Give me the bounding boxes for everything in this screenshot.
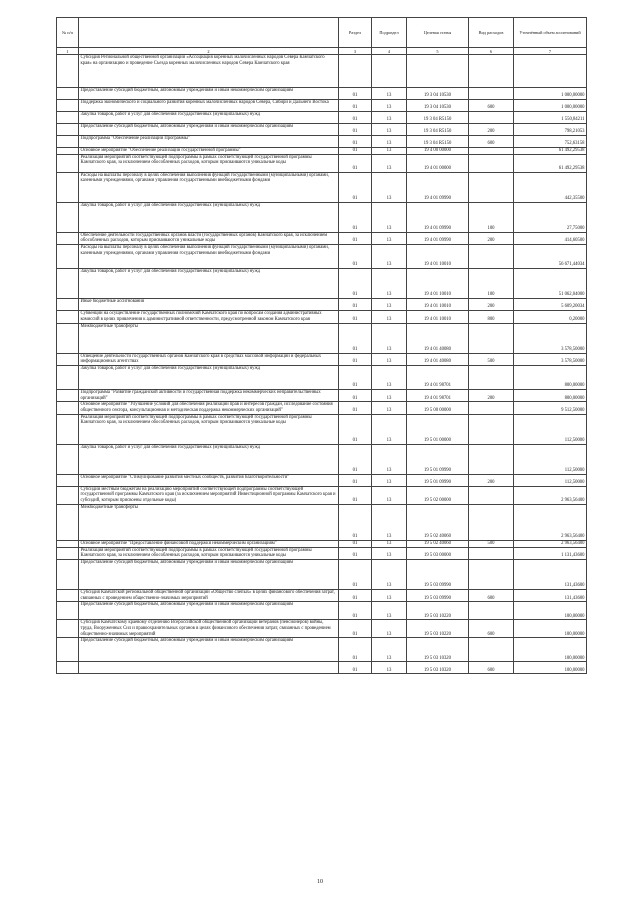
cell-razdel: [339, 55, 372, 88]
cell-podrazdel: 13: [372, 112, 407, 124]
cell-vid: 200: [469, 124, 514, 136]
cell-target: 19 3 04 10530: [407, 100, 469, 112]
cell-name: Закупка товаров, работ и услуг для обеспечения государственных (муниципальных) нужд: [79, 444, 339, 474]
cell-name: Иные бюджетные ассигнования: [79, 299, 339, 311]
cell-target: 19 5 01 09990: [407, 444, 469, 474]
cell-amount: 100,00000: [514, 662, 587, 674]
cell-no: [57, 299, 79, 311]
cell-name: Предоставление субсидий бюджетным, автономным учреждениям и иным некоммерческим организациям: [79, 559, 339, 589]
cell-name: Субсидия Региональной общественной организации «Ассоциация коренных малочисленных народов Севера Камчатского края» на организацию и проведение Съезда коренных малочисленных народов Севера Камчатского края: [79, 55, 339, 88]
cell-no: [57, 154, 79, 172]
cell-razdel: 01: [339, 414, 372, 444]
table-row: [57, 55, 587, 88]
cell-podrazdel: 13: [372, 88, 407, 100]
cell-name: Закупка товаров, работ и услуг для обеспечения государственных (муниципальных) нужд: [79, 202, 339, 232]
cell-razdel: 01: [339, 269, 372, 299]
cell-target: 19 5 03 10220: [407, 602, 469, 620]
column-number: 7: [514, 48, 587, 55]
cell-amount: 112,50000: [514, 474, 587, 486]
cell-name: Реализация мероприятий соответствующей подпрограммы в рамках соответствующей государственной программы Камчатского края, за исключением обособленных расходов, которым присваиваются уникальные коды: [79, 414, 339, 444]
cell-podrazdel: 13: [372, 100, 407, 112]
cell-razdel: 01: [339, 100, 372, 112]
cell-target: 19 4 01 98701: [407, 389, 469, 401]
cell-razdel: 01: [339, 172, 372, 202]
cell-razdel: 01: [339, 559, 372, 589]
cell-razdel: 01: [339, 402, 372, 414]
cell-podrazdel: [372, 55, 407, 88]
header-name: [79, 18, 339, 48]
table-row: [57, 311, 587, 323]
cell-no: [57, 547, 79, 559]
cell-vid: [469, 638, 514, 662]
cell-no: [57, 662, 79, 674]
column-number: 6: [469, 48, 514, 55]
cell-target: 19 5 00 00000: [407, 402, 469, 414]
table-row: [57, 154, 587, 172]
cell-podrazdel: 13: [372, 353, 407, 365]
cell-target: 19 4 01 98701: [407, 365, 469, 389]
cell-target: 19 4 01 09990: [407, 232, 469, 244]
table-row: [57, 444, 587, 474]
cell-razdel: 01: [339, 154, 372, 172]
cell-no: [57, 602, 79, 620]
table-row: [57, 172, 587, 202]
cell-razdel: 01: [339, 444, 372, 474]
table-row: [57, 540, 587, 547]
cell-razdel: 01: [339, 148, 372, 155]
cell-target: 19 4 01 00000: [407, 154, 469, 172]
cell-no: [57, 444, 79, 474]
cell-podrazdel: 13: [372, 402, 407, 414]
cell-podrazdel: 13: [372, 136, 407, 148]
column-number-row: [57, 48, 587, 55]
header-target: Целевая статья: [407, 18, 469, 48]
header-no: № п/п: [57, 18, 79, 48]
cell-razdel: 01: [339, 474, 372, 486]
cell-no: [57, 172, 79, 202]
cell-name: Подпрограмма "Обеспечение реализации Программы": [79, 136, 339, 148]
cell-amount: [514, 55, 587, 88]
cell-no: [57, 486, 79, 504]
cell-razdel: 01: [339, 323, 372, 353]
cell-name: Предоставление субсидий бюджетным, автономным учреждениям и иным некоммерческим организациям: [79, 602, 339, 620]
cell-vid: 600: [469, 100, 514, 112]
cell-no: [57, 559, 79, 589]
cell-amount: 3 578,50000: [514, 323, 587, 353]
table-row: [57, 504, 587, 540]
column-number: 2: [79, 48, 339, 55]
cell-vid: 600: [469, 662, 514, 674]
cell-amount: 112,50000: [514, 414, 587, 444]
cell-vid: [469, 559, 514, 589]
cell-name: Закупка товаров, работ и услуг для обеспечения государственных (муниципальных) нужд: [79, 112, 339, 124]
table-row: [57, 638, 587, 662]
cell-amount: 1 550,84211: [514, 112, 587, 124]
cell-vid: 500: [469, 540, 514, 547]
cell-podrazdel: 13: [372, 124, 407, 136]
cell-razdel: 01: [339, 311, 372, 323]
cell-podrazdel: 13: [372, 311, 407, 323]
table-row: [57, 486, 587, 504]
table-row: [57, 124, 587, 136]
cell-vid: [469, 504, 514, 540]
header-podrazdel: Подраздел: [372, 18, 407, 48]
cell-no: [57, 540, 79, 547]
cell-vid: 200: [469, 232, 514, 244]
cell-razdel: 01: [339, 136, 372, 148]
cell-target: 19 3 04 10530: [407, 88, 469, 100]
cell-vid: [469, 602, 514, 620]
cell-podrazdel: 13: [372, 172, 407, 202]
cell-razdel: 01: [339, 299, 372, 311]
cell-podrazdel: 13: [372, 662, 407, 674]
cell-name: Субвенции на осуществление государственных полномочий Камчатского края по вопросам создания административных комиссий в целях привлечения к административной ответственности, предусмотренной законом Камчатского края: [79, 311, 339, 323]
cell-name: Основное мероприятие "Обеспечение реализации государственной программы": [79, 148, 339, 155]
cell-vid: 200: [469, 474, 514, 486]
cell-razdel: 01: [339, 124, 372, 136]
column-number: 1: [57, 48, 79, 55]
cell-name: Основное мероприятие "Стимулирование развития местных сообществ, развития благотворительности": [79, 474, 339, 486]
table-row: [57, 232, 587, 244]
cell-razdel: 01: [339, 112, 372, 124]
cell-podrazdel: 13: [372, 269, 407, 299]
cell-vid: [469, 414, 514, 444]
cell-no: [57, 323, 79, 353]
cell-name: Закупка товаров, работ и услуг для обеспечения государственных (муниципальных) нужд: [79, 269, 339, 299]
cell-no: [57, 620, 79, 638]
cell-vid: [469, 172, 514, 202]
cell-amount: 798,21053: [514, 124, 587, 136]
cell-razdel: 01: [339, 353, 372, 365]
table-row: [57, 602, 587, 620]
cell-target: 19 5 01 00000: [407, 414, 469, 444]
table-row: [57, 112, 587, 124]
cell-no: [57, 402, 79, 414]
cell-no: [57, 245, 79, 269]
cell-podrazdel: 13: [372, 245, 407, 269]
table-row: [57, 148, 587, 155]
cell-amount: 3 578,50000: [514, 353, 587, 365]
cell-vid: [469, 323, 514, 353]
cell-vid: 600: [469, 620, 514, 638]
table-row: [57, 269, 587, 299]
cell-podrazdel: 13: [372, 154, 407, 172]
document-page: [56, 17, 586, 674]
cell-podrazdel: 13: [372, 638, 407, 662]
cell-razdel: 01: [339, 547, 372, 559]
cell-no: [57, 232, 79, 244]
cell-target: 19 4 01 09990: [407, 172, 469, 202]
table-row: [57, 547, 587, 559]
cell-target: [407, 55, 469, 88]
cell-amount: 1 000,00000: [514, 100, 587, 112]
cell-amount: 2 963,56400: [514, 504, 587, 540]
cell-no: [57, 474, 79, 486]
cell-name: Межбюджетные трансферты: [79, 323, 339, 353]
cell-name: Подпрограмма "Развитие гражданской активности и государственная поддержка некоммерческих неправительственных организаций": [79, 389, 339, 401]
cell-name: Предоставление субсидий бюджетным, автономным учреждениям и иным некоммерческим организациям: [79, 638, 339, 662]
cell-amount: 56 671,44034: [514, 245, 587, 269]
cell-no: [57, 55, 79, 88]
column-number: 3: [339, 48, 372, 55]
cell-podrazdel: 13: [372, 232, 407, 244]
cell-razdel: 01: [339, 486, 372, 504]
cell-no: [57, 414, 79, 444]
cell-name: Основное мероприятие "Улучшение условий для обеспечения реализации прав и интересов граждан, исследование состояния общественного сектора, консультационная и методическая поддержка некоммерческих организаций": [79, 402, 339, 414]
cell-target: 19 5 02 40060: [407, 504, 469, 540]
table-row: [57, 662, 587, 674]
cell-target: 19 5 01 09990: [407, 474, 469, 486]
cell-podrazdel: 13: [372, 486, 407, 504]
cell-podrazdel: 13: [372, 474, 407, 486]
table-row: [57, 88, 587, 100]
cell-amount: 61 492,29538: [514, 154, 587, 172]
cell-podrazdel: 13: [372, 299, 407, 311]
cell-target: 19 4 01 10010: [407, 269, 469, 299]
cell-no: [57, 100, 79, 112]
cell-target: 19 4 01 09990: [407, 202, 469, 232]
table-row: [57, 365, 587, 389]
cell-vid: [469, 245, 514, 269]
cell-target: 19 5 03 10220: [407, 620, 469, 638]
cell-target: 19 4 01 40080: [407, 353, 469, 365]
cell-target: 19 5 03 09990: [407, 559, 469, 589]
cell-no: [57, 389, 79, 401]
table-row: [57, 202, 587, 232]
cell-target: 19 3 04 R5150: [407, 112, 469, 124]
cell-target: 19 5 03 10320: [407, 662, 469, 674]
cell-vid: 200: [469, 299, 514, 311]
cell-name: Межбюджетные трансферты: [79, 504, 339, 540]
cell-name: Освещение деятельности государственных органов Камчатского края в средствах массовой информации и федеральных информационных агентствах: [79, 353, 339, 365]
cell-vid: [469, 486, 514, 504]
table-row: [57, 389, 587, 401]
cell-vid: [469, 154, 514, 172]
cell-razdel: 01: [339, 504, 372, 540]
table-row: [57, 299, 587, 311]
cell-razdel: 01: [339, 365, 372, 389]
cell-no: [57, 311, 79, 323]
cell-target: 19 5 02 00000: [407, 486, 469, 504]
cell-amount: 9 512,50000: [514, 402, 587, 414]
cell-vid: [469, 365, 514, 389]
cell-no: [57, 88, 79, 100]
cell-vid: [469, 112, 514, 124]
cell-vid: 600: [469, 589, 514, 601]
cell-target: 19 3 04 R5150: [407, 124, 469, 136]
cell-target: 19 5 02 40060: [407, 540, 469, 547]
cell-name: Закупка товаров, работ и услуг для обеспечения государственных (муниципальных) нужд: [79, 365, 339, 389]
cell-amount: 112,50000: [514, 444, 587, 474]
cell-target: 19 4 00 00000: [407, 148, 469, 155]
cell-no: [57, 148, 79, 155]
cell-podrazdel: 13: [372, 323, 407, 353]
table-row: [57, 589, 587, 601]
cell-podrazdel: 13: [372, 602, 407, 620]
cell-amount: 100,00000: [514, 602, 587, 620]
cell-razdel: 01: [339, 638, 372, 662]
cell-no: [57, 136, 79, 148]
cell-amount: 2 963,56400: [514, 540, 587, 547]
cell-name: Субсидия Камчатскому краевому отделению Всероссийской общественной организации ветеранов (пенсионеров) войны, труда, Вооруженных Сил и правоохранительных органов в целях финансового обеспечения затрат, связанных с проведением общественно-значимых мероприятий: [79, 620, 339, 638]
cell-podrazdel: 13: [372, 365, 407, 389]
table-row: [57, 323, 587, 353]
cell-amount: 5 609,20034: [514, 299, 587, 311]
cell-target: 19 5 03 09990: [407, 589, 469, 601]
header-amount: Уточнённый объем ассигнований: [514, 18, 587, 48]
table-row: [57, 100, 587, 112]
cell-no: [57, 365, 79, 389]
cell-vid: [469, 148, 514, 155]
cell-no: [57, 112, 79, 124]
cell-name: Поддержка экономического и социального развития коренных малочисленных народов Севера, Сибири и Дальнего Востока: [79, 100, 339, 112]
cell-name: Субсидии местным бюджетам на реализацию мероприятий соответствующей подпрограммы соответствующей государственной программы Камчатского края (за исключением мероприятий Инвестиционной программы Камчатского края и субсидий, которым присвоены отдельные коды): [79, 486, 339, 504]
table-row: [57, 245, 587, 269]
cell-no: [57, 353, 79, 365]
cell-vid: 200: [469, 389, 514, 401]
cell-name: Субсидия Камчатской региональной общественной организации «Общество слепых» в целях финансового обеспечения затрат, связанных с проведением общественно-значимых мероприятий: [79, 589, 339, 601]
cell-amount: 100,00000: [514, 620, 587, 638]
cell-razdel: 01: [339, 232, 372, 244]
cell-podrazdel: 13: [372, 547, 407, 559]
cell-podrazdel: 13: [372, 504, 407, 540]
cell-amount: 1 131,43600: [514, 547, 587, 559]
cell-podrazdel: 13: [372, 389, 407, 401]
cell-razdel: 01: [339, 620, 372, 638]
cell-target: 19 3 04 R5150: [407, 136, 469, 148]
cell-no: [57, 589, 79, 601]
cell-amount: 51 062,04000: [514, 269, 587, 299]
cell-razdel: 01: [339, 540, 372, 547]
cell-podrazdel: 13: [372, 559, 407, 589]
cell-podrazdel: 13: [372, 414, 407, 444]
cell-amount: 131,43600: [514, 559, 587, 589]
cell-podrazdel: 13: [372, 540, 407, 547]
cell-vid: 800: [469, 311, 514, 323]
cell-amount: 1 000,00000: [514, 88, 587, 100]
cell-no: [57, 269, 79, 299]
budget-table: [56, 17, 587, 674]
table-row: [57, 414, 587, 444]
cell-razdel: 01: [339, 245, 372, 269]
cell-razdel: 01: [339, 662, 372, 674]
cell-no: [57, 124, 79, 136]
cell-target: 19 5 03 10320: [407, 638, 469, 662]
table-header-row: [57, 18, 587, 48]
cell-vid: [469, 55, 514, 88]
cell-no: [57, 202, 79, 232]
cell-razdel: 01: [339, 88, 372, 100]
cell-razdel: 01: [339, 602, 372, 620]
cell-vid: [469, 547, 514, 559]
cell-vid: [469, 88, 514, 100]
cell-target: 19 4 01 10010: [407, 311, 469, 323]
table-row: [57, 353, 587, 365]
cell-amount: 414,60500: [514, 232, 587, 244]
column-number: 4: [372, 48, 407, 55]
cell-target: 19 4 01 40080: [407, 323, 469, 353]
cell-name: Расходы на выплаты персоналу в целях обеспечения выполнения функций государственными (муниципальными) органами, казенными учреждениями, органами управления государственными внебюджетными фондами: [79, 172, 339, 202]
cell-vid: 500: [469, 353, 514, 365]
cell-amount: 0,20000: [514, 311, 587, 323]
header-vid: Вид расходов: [469, 18, 514, 48]
cell-amount: 442,35500: [514, 172, 587, 202]
cell-amount: 2 963,56400: [514, 486, 587, 504]
cell-target: 19 5 03 00000: [407, 547, 469, 559]
cell-amount: 800,00000: [514, 365, 587, 389]
cell-amount: 752,63158: [514, 136, 587, 148]
cell-name: Реализация мероприятий соответствующей подпрограммы в рамках соответствующей государственной программы Камчатского края, за исключением обособленных расходов, которым присваиваются уникальные коды: [79, 547, 339, 559]
cell-name: Реализация мероприятий соответствующей подпрограммы в рамках соответствующей государственной программы Камчатского края, за исключением обособленных расходов, которым присваиваются уникальные коды: [79, 154, 339, 172]
cell-target: 19 4 01 10010: [407, 299, 469, 311]
cell-vid: 600: [469, 136, 514, 148]
table-row: [57, 136, 587, 148]
cell-name: Предоставление субсидий бюджетным, автономным учреждениям и иным некоммерческим организациям: [79, 88, 339, 100]
table-row: [57, 620, 587, 638]
cell-name: Предоставление субсидий бюджетным, автономным учреждениям и иным некоммерческим организациям: [79, 124, 339, 136]
cell-podrazdel: 13: [372, 620, 407, 638]
cell-vid: 100: [469, 202, 514, 232]
cell-razdel: 01: [339, 589, 372, 601]
cell-podrazdel: 13: [372, 148, 407, 155]
cell-amount: 61 492,29538: [514, 148, 587, 155]
column-number: 5: [407, 48, 469, 55]
cell-amount: 800,00000: [514, 389, 587, 401]
table-row: [57, 402, 587, 414]
cell-podrazdel: 13: [372, 444, 407, 474]
cell-razdel: 01: [339, 202, 372, 232]
cell-name: Обеспечение деятельности государственных органов власти (государственных органов) Камчатского края, за исключением обособленных расходов, которым присваиваются уникальные коды: [79, 232, 339, 244]
cell-amount: 27,75000: [514, 202, 587, 232]
cell-no: [57, 504, 79, 540]
page-number: 10: [317, 879, 323, 885]
cell-razdel: 01: [339, 389, 372, 401]
cell-vid: [469, 444, 514, 474]
cell-vid: 100: [469, 269, 514, 299]
cell-name: Расходы на выплаты персоналу в целях обеспечения выполнения функций государственными (муниципальными) органами, казенными учреждениями, органами управления государственными внебюджетными фондами: [79, 245, 339, 269]
cell-podrazdel: 13: [372, 202, 407, 232]
table-row: [57, 559, 587, 589]
cell-amount: 100,00000: [514, 638, 587, 662]
header-razdel: Раздел: [339, 18, 372, 48]
cell-podrazdel: 13: [372, 589, 407, 601]
table-row: [57, 474, 587, 486]
cell-amount: 131,43600: [514, 589, 587, 601]
cell-vid: [469, 402, 514, 414]
cell-target: 19 4 01 10010: [407, 245, 469, 269]
cell-name: Основное мероприятие "Предоставление финансовой поддержки некоммерческим организациям": [79, 540, 339, 547]
cell-no: [57, 638, 79, 662]
cell-name: [79, 662, 339, 674]
